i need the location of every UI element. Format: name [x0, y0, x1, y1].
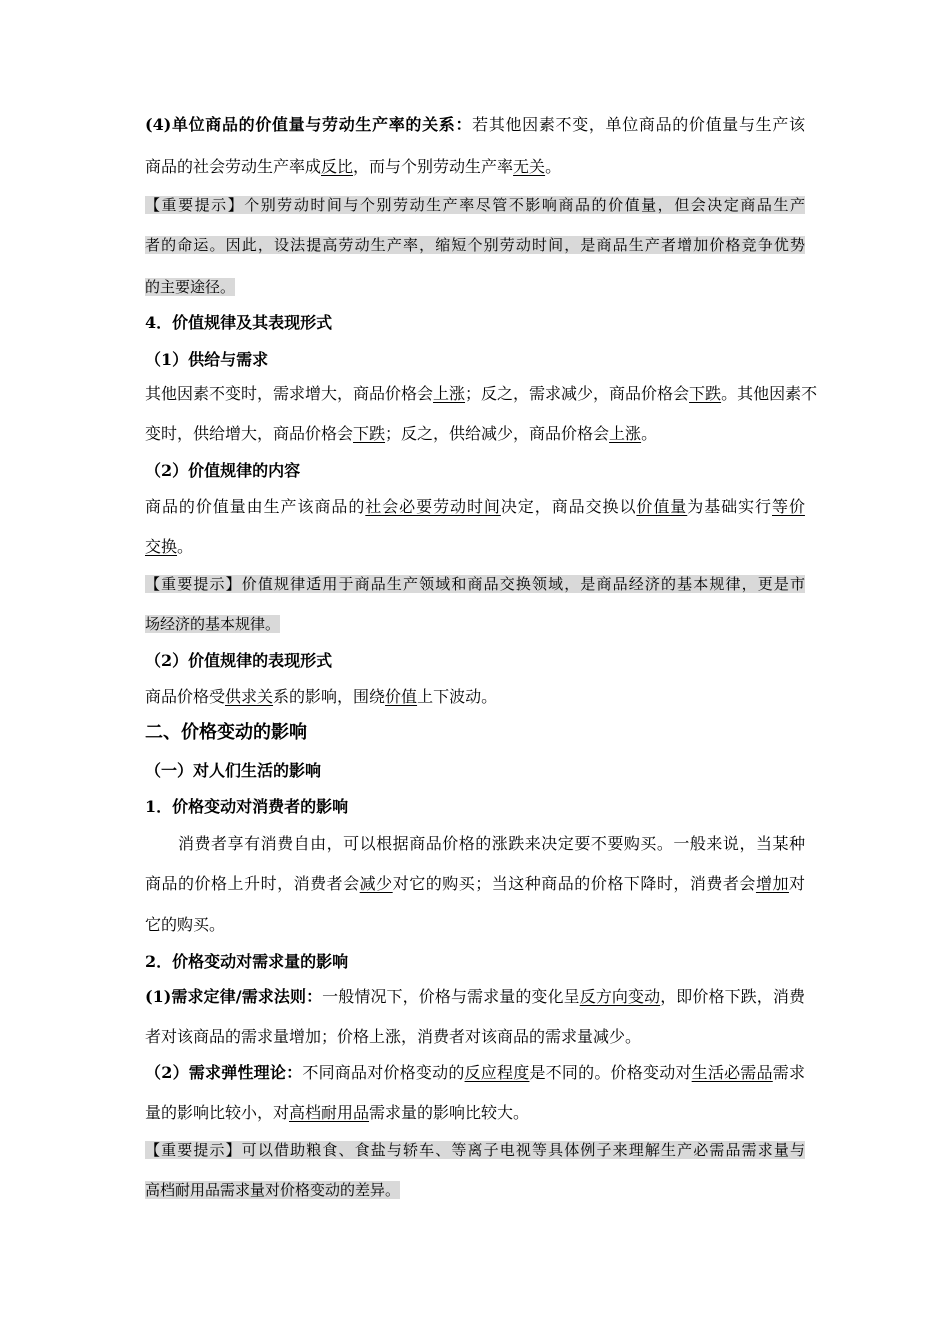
text-span: 。其他因素不 [721, 384, 818, 403]
text-span: 。 [177, 537, 194, 556]
text-line [145, 312, 332, 334]
text-span: 需求 [772, 1063, 805, 1082]
text-span: 上下波动。 [417, 687, 498, 706]
text-span: (1)需求定律/需求法则： [145, 987, 323, 1006]
text-span: ；反之，供给减少，商品价格会 [385, 424, 610, 443]
text-span: ；反之，需求减少，商品价格会 [465, 384, 690, 403]
text-span: 系的影响，围绕 [273, 687, 386, 706]
text-line [145, 383, 818, 405]
underlined-answer: 价值量 [636, 497, 688, 516]
text-span: 若其他因素不变，单位商品的价值量与生产该 [472, 115, 805, 134]
underlined-answer: 上涨 [609, 424, 642, 443]
text-line [145, 194, 805, 216]
text-span: 商品的价格上升时，消费者会 [145, 874, 360, 893]
text-line [145, 796, 348, 818]
text-span: 变时，供给增大，商品价格会 [145, 424, 354, 443]
text-line [145, 1139, 805, 1161]
text-line [145, 951, 348, 973]
underlined-answer: 无关 [513, 157, 546, 176]
text-line [145, 460, 300, 482]
text-line [145, 1102, 529, 1124]
text-span: 商品的价值量由生产该商品的 [145, 497, 366, 516]
text-line [145, 686, 497, 708]
text-span: 对它的购买；当这种商品的价格下降时，消费者会 [392, 874, 756, 893]
underlined-answer: 交换 [145, 537, 178, 556]
text-line [145, 833, 805, 855]
highlighted-tip: 【重要提示】个别劳动时间与个别劳动生产率尽管不影响商品的价值量，但会决定商品生产 [145, 196, 805, 214]
text-span: （2）价值规律的表现形式 [145, 651, 333, 670]
highlighted-tip: 【重要提示】可以借助粮食、食盐与轿车、等离子电视等具体例子来理解生产必需品需求量与 [145, 1141, 805, 1159]
text-span: 一般情况下，价格与需求量的变化呈 [322, 987, 580, 1006]
text-line [145, 986, 805, 1008]
underlined-answer: 反应程度 [464, 1063, 530, 1082]
text-line [145, 914, 225, 936]
text-span: 其他因素不变时，需求增大，商品价格会 [145, 384, 434, 403]
underlined-answer: 上涨 [433, 384, 466, 403]
underlined-answer: 生活必需品 [691, 1063, 773, 1082]
text-line [145, 349, 268, 371]
highlighted-tip: 场经济的基本规律。 [145, 615, 281, 633]
text-line [145, 156, 561, 178]
underlined-answer: 反比 [321, 157, 354, 176]
underlined-answer: 等价 [772, 497, 805, 516]
text-span: 者对该商品的需求量增加；价格上涨，消费者对该商品的需求量减少。 [145, 1027, 642, 1046]
underlined-answer: 下跌 [689, 384, 722, 403]
underlined-answer: 增加 [755, 874, 789, 893]
underlined-answer: 高档耐用品 [289, 1103, 370, 1122]
text-span: 商品价格受 [145, 687, 226, 706]
highlighted-tip: 者的命运。因此，设法提高劳动生产率，缩短个别劳动时间，是商品生产者增加价格竞争优势 [145, 236, 805, 254]
text-span: 它的购买。 [145, 915, 226, 934]
text-line [145, 722, 307, 744]
text-span: 对 [788, 874, 805, 893]
text-line [145, 573, 805, 595]
underlined-answer: 价值 [385, 687, 418, 706]
text-line [145, 536, 193, 558]
underlined-answer: 减少 [359, 874, 393, 893]
text-span: 为基础实行 [687, 497, 772, 516]
text-line [145, 1179, 400, 1201]
text-span: 二、价格变动的影响 [145, 722, 307, 743]
text-line [145, 873, 805, 895]
highlighted-tip: 高档耐用品需求量对价格变动的差异。 [145, 1181, 401, 1199]
text-span: 4．价值规律及其表现形式 [145, 313, 333, 332]
text-span: 商品的社会劳动生产率成 [145, 157, 322, 176]
underlined-answer: 供求关 [225, 687, 274, 706]
text-line [145, 234, 805, 256]
text-span: 。 [641, 424, 658, 443]
underlined-answer: 下跌 [353, 424, 386, 443]
text-span: 量的影响比较小，对 [145, 1103, 290, 1122]
text-span: （1）供给与需求 [145, 350, 269, 369]
text-span: 需求量的影响比较大。 [369, 1103, 530, 1122]
text-line [145, 276, 235, 298]
highlighted-tip: 【重要提示】价值规律适用于商品生产领域和商品交换领域，是商品经济的基本规律，更是市 [145, 575, 805, 593]
text-span: 2．价格变动对需求量的影响 [145, 952, 349, 971]
text-line [145, 760, 321, 782]
text-span: ，即价格下跌，消费 [660, 987, 805, 1006]
underlined-answer: 社会必要劳动时间 [365, 497, 501, 516]
text-span: ，而与个别劳动生产率 [353, 157, 514, 176]
text-span: 1．价格变动对消费者的影响 [145, 797, 349, 816]
text-span: （2）价值规律的内容 [145, 461, 301, 480]
text-span: 决定，商品交换以 [500, 497, 637, 516]
text-line [145, 650, 332, 672]
highlighted-tip: 的主要途径。 [145, 278, 236, 296]
text-span: 不同商品对价格变动的 [302, 1063, 465, 1082]
text-line [145, 496, 805, 518]
text-line [145, 423, 657, 445]
text-line [145, 1026, 641, 1048]
text-line [145, 1062, 805, 1084]
text-span: 是不同的。价格变动对 [529, 1063, 692, 1082]
text-line [145, 114, 805, 136]
text-span: (4)单位商品的价值量与劳动生产率的关系： [145, 115, 473, 134]
text-span: （2）需求弹性理论： [145, 1063, 303, 1082]
text-span: （一）对人们生活的影响 [145, 761, 322, 780]
text-span: 消费者享有消费自由，可以根据商品价格的涨跌来决定要不要购买。一般来说，当某种 [145, 834, 805, 853]
underlined-answer: 反方向变动 [579, 987, 661, 1006]
text-line [145, 613, 280, 635]
text-span: 。 [545, 157, 562, 176]
